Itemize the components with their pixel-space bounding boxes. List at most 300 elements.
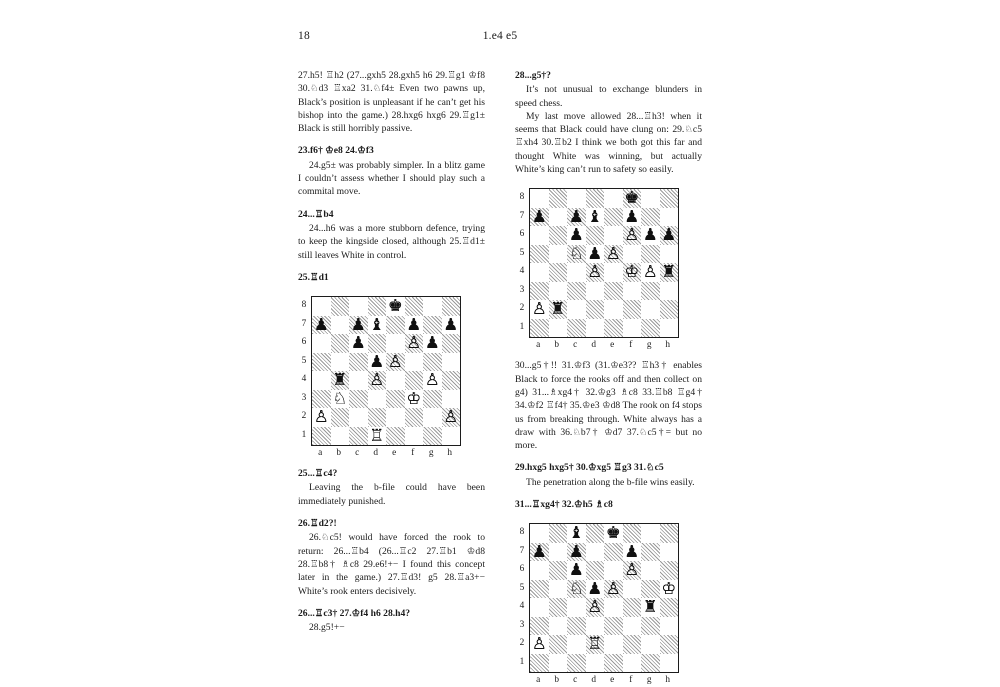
chess-piece: ♚ [387,296,403,316]
chess-diagram [301,296,485,459]
file-label: f [411,448,415,459]
board-square-d6 [586,561,605,580]
chess-board [519,188,702,351]
board-square-e8 [604,189,623,208]
board-rank-row [530,282,679,301]
board-square-g3 [641,282,660,301]
board-square-g7 [423,316,442,335]
board-square-g4 [641,598,660,617]
board-square-h7 [660,543,679,562]
move-heading: 29.hxg5 hxg5† 30.♔xg5 ♖g3 31.♘c5 [515,462,664,474]
board-rank-row [530,617,679,636]
chess-piece: ♟ [406,314,422,334]
board-square-a4 [530,263,549,282]
board-square-h6 [442,334,461,353]
board-square-c1 [567,654,586,673]
chess-piece: ♔ [624,262,640,282]
board-square-g3 [423,390,442,409]
board-square-e6 [604,226,623,245]
move-heading: 26...♖c3† 27.♔f4 h6 28.h4? [298,607,411,619]
file-label: d [373,448,379,459]
board-square-h6 [660,226,679,245]
board-square-b5 [549,580,568,599]
chess-piece: ♙ [443,407,459,427]
board-square-a2 [312,408,331,427]
board-square-c4 [567,598,586,617]
board-square-h8 [660,189,679,208]
board-square-d3 [368,390,387,409]
board-square-g4 [423,371,442,390]
chess-piece: ♟ [661,225,677,245]
board-square-h3 [660,282,679,301]
chess-piece: ♟ [568,225,584,245]
chess-piece: ♟ [531,206,547,226]
board-square-d1 [586,654,605,673]
board-square-a1 [530,654,549,673]
file-label: c [355,448,360,459]
board-square-b5 [549,245,568,264]
rank-label: 1 [519,656,525,667]
board-square-d3 [586,617,605,636]
rank-labels [516,523,528,671]
annotation-paragraph: 26.♘c5! would have forced the rook to return: 26...♖b4 (26...♖c2 27.♖b1 ♔d8 28.♖b8† ♗c8 29.e6!+− I found this concept later in the game.) 27.♖d3! g5 28.♖a3+− White’s rook enters decisively. [298,532,485,597]
board-square-b2 [331,408,350,427]
chess-piece: ♝ [369,314,385,334]
rank-label: 8 [301,300,307,311]
chess-piece: ♘ [568,243,584,263]
chess-board [301,296,485,459]
rank-label: 4 [519,601,525,612]
board-square-c4 [349,371,368,390]
board-square-f1 [405,427,424,446]
board-rank-row [530,580,679,599]
rank-label: 3 [301,392,307,403]
file-label: a [318,448,323,459]
file-labels [529,340,677,350]
board-square-a5 [530,245,549,264]
board-square-f4 [405,371,424,390]
board-square-d2 [586,300,605,319]
annotation-paragraph: 27.h5! ♖h2 (27...gxh5 28.gxh5 h6 29.♖g1 ♔f8 30.♘d3 ♖xa2 31.♘f4± Even two pawns up, Black’s position is unpleasant if he can’t get his bishop into the game.) 28.hxg6 hxg6 29.♖g1± Black is still horribly passive. [298,70,485,135]
board-square-g8 [423,297,442,316]
chess-piece: ♟ [568,541,584,561]
chess-piece: ♟ [587,243,603,263]
rank-labels [298,296,310,444]
chess-piece: ♙ [313,407,329,427]
file-label: e [610,340,615,351]
rank-label: 7 [519,210,525,221]
board-square-g2 [641,300,660,319]
board-square-h1 [660,319,679,338]
board-square-b7 [331,316,350,335]
chess-piece: ♙ [605,578,621,598]
chess-piece: ♔ [406,388,422,408]
rank-label: 2 [519,303,525,314]
board-square-d5 [586,580,605,599]
chess-piece: ♙ [642,262,658,282]
annotation-paragraph: Leaving the b-file could have been immediately punished. [298,482,485,507]
board-rank-row [530,561,679,580]
rank-label: 5 [519,247,525,258]
board-rank-row [530,635,679,654]
board-rank-row [312,408,461,427]
board-square-e6 [386,334,405,353]
board-rank-row [530,300,679,319]
chess-piece: ♚ [605,523,621,543]
board-square-f7 [623,208,642,227]
chess-piece: ♟ [369,351,385,371]
chess-piece: ♝ [587,206,603,226]
board-square-d3 [586,282,605,301]
board-square-e5 [386,353,405,372]
board-square-e1 [604,654,623,673]
board-square-a7 [530,208,549,227]
chess-piece: ♟ [642,225,658,245]
board-rank-row [530,189,679,208]
board-square-h4 [442,371,461,390]
move-heading: 25.♖d1 [298,271,329,283]
board-square-d7 [586,208,605,227]
board-rank-row [312,353,461,372]
board-square-f4 [623,598,642,617]
board-square-e7 [604,543,623,562]
board-rank-row [312,427,461,446]
chess-diagram [519,523,702,686]
board-grid [311,296,461,446]
board-square-a6 [312,334,331,353]
board-square-d2 [586,635,605,654]
chess-piece: ♟ [350,314,366,334]
rank-label: 8 [519,527,525,538]
rank-label: 5 [519,582,525,593]
rank-label: 3 [519,619,525,630]
board-square-c6 [567,226,586,245]
chess-piece: ♟ [624,206,640,226]
rank-label: 3 [519,284,525,295]
rank-label: 7 [301,318,307,329]
board-square-g6 [641,561,660,580]
board-square-f6 [623,561,642,580]
board-square-e1 [604,319,623,338]
chess-piece: ♟ [443,314,459,334]
annotation-paragraph: The penetration along the b-file wins easily. [526,476,695,488]
board-square-a7 [312,316,331,335]
board-square-b2 [549,300,568,319]
board-square-c8 [567,524,586,543]
board-square-h7 [442,316,461,335]
board-square-d8 [586,189,605,208]
board-square-d4 [586,263,605,282]
board-square-f5 [623,245,642,264]
board-square-d7 [368,316,387,335]
chess-piece: ♙ [624,560,640,580]
board-square-h7 [660,208,679,227]
file-label: h [447,448,453,459]
board-square-d4 [368,371,387,390]
file-label: e [610,675,615,686]
board-square-h8 [660,524,679,543]
board-square-c5 [567,245,586,264]
board-square-e2 [604,300,623,319]
board-square-e5 [604,245,623,264]
board-rank-row [530,226,679,245]
board-square-a1 [312,427,331,446]
file-label: h [665,340,671,351]
file-label: a [536,675,541,686]
board-rank-row [312,390,461,409]
file-label: c [573,675,578,686]
chess-piece: ♟ [568,206,584,226]
chess-piece: ♙ [624,225,640,245]
rank-label: 1 [519,321,525,332]
chess-piece: ♙ [531,299,547,319]
board-square-e1 [386,427,405,446]
board-square-g1 [423,427,442,446]
board-square-e3 [604,282,623,301]
board-rank-row [530,598,679,617]
board-rank-row [312,297,461,316]
rank-label: 2 [519,638,525,649]
rank-label: 1 [301,429,307,440]
board-square-c5 [349,353,368,372]
board-square-b7 [549,543,568,562]
annotation-paragraph: My last move allowed 28...♖h3! when it seems that Black could have clung on: 29.♘c5 ♖xh4 30.♖b2 I think we both got this far and thought White was winning, but actually White’s king can’t run to safety so easily. [515,110,702,176]
board-square-e7 [604,208,623,227]
board-square-h4 [660,263,679,282]
board-square-f6 [405,334,424,353]
board-square-f2 [405,408,424,427]
board-square-h5 [660,245,679,264]
board-square-f8 [623,189,642,208]
board-square-c3 [567,282,586,301]
chess-piece: ♟ [350,333,366,353]
board-square-g2 [641,635,660,654]
board-square-c1 [349,427,368,446]
board-square-b4 [549,263,568,282]
board-square-f5 [405,353,424,372]
board-square-b6 [331,334,350,353]
board-square-c4 [567,263,586,282]
board-square-b6 [549,561,568,580]
board-square-h1 [660,654,679,673]
file-labels [311,448,459,458]
board-square-f6 [623,226,642,245]
annotation-paragraph: 28.g5!+− [309,622,345,634]
board-square-g4 [641,263,660,282]
board-grid [529,188,679,338]
chess-piece: ♜ [332,370,348,390]
move-heading: 24...♖b4 [298,208,334,220]
running-head [298,30,702,46]
rank-label: 2 [301,411,307,422]
board-square-a4 [530,598,549,617]
board-square-c8 [567,189,586,208]
board-rank-row [312,316,461,335]
board-square-d4 [586,598,605,617]
chess-piece: ♜ [661,262,677,282]
board-square-f2 [623,300,642,319]
chess-piece: ♙ [531,634,547,654]
board-square-e3 [604,617,623,636]
board-square-c7 [349,316,368,335]
board-square-a2 [530,300,549,319]
board-square-h5 [442,353,461,372]
chess-piece: ♟ [624,541,640,561]
annotation-paragraph: 30...g5†!! 31.♔f3 (31.♔e3?? ♖h3† enables Black to force the rooks off and then collect on g4) 31...♗xg4† 32.♔g3 ♗c8 33.♖b8 ♖g4† 34.♔f2 ♖f4† 35.♔e3 ♔d8 The rook on f4 stops us from breaking through. White always has a draw with 36.♘b7† ♔d7 37.♘c5†= but no more. [515,360,702,452]
chess-piece: ♙ [406,333,422,353]
chess-piece: ♟ [424,333,440,353]
board-square-c2 [567,300,586,319]
board-rank-row [530,245,679,264]
chess-piece: ♙ [605,243,621,263]
board-square-a4 [312,371,331,390]
board-square-g3 [641,617,660,636]
chess-piece: ♟ [313,314,329,334]
board-square-b6 [549,226,568,245]
board-square-e4 [386,371,405,390]
board-square-a2 [530,635,549,654]
file-label: b [336,448,342,459]
board-square-h8 [442,297,461,316]
board-square-e7 [386,316,405,335]
board-square-f3 [405,390,424,409]
file-label: g [646,675,652,686]
rank-label: 8 [519,192,525,203]
annotation-paragraph: 24...h6 was a more stubborn defence, trying to keep the kingside closed, although 25.♖d1± still leaves White in control. [298,222,485,261]
board-square-d8 [586,524,605,543]
board-square-a8 [530,524,549,543]
board-square-b2 [549,635,568,654]
page-number: 18 [298,30,310,42]
board-square-g7 [641,543,660,562]
annotation-paragraph: 24.g5± was probably simpler. In a blitz game I couldn’t assess whether I should play such a commital move. [298,159,485,198]
file-label: h [665,675,671,686]
column-left [298,69,485,634]
chess-piece: ♟ [587,578,603,598]
board-square-f1 [623,319,642,338]
move-heading: 31...♖xg4† 32.♔h5 ♗c8 [515,499,613,511]
chess-piece: ♜ [642,597,658,617]
board-square-a1 [530,319,549,338]
board-square-c5 [567,580,586,599]
rank-label: 7 [519,545,525,556]
board-square-a3 [312,390,331,409]
chess-piece: ♙ [587,597,603,617]
chess-piece: ♙ [369,370,385,390]
board-square-b3 [331,390,350,409]
board-square-a6 [530,226,549,245]
file-label: f [629,340,633,351]
board-square-a3 [530,617,549,636]
board-rank-row [530,654,679,673]
file-label: b [554,675,560,686]
board-square-b8 [549,189,568,208]
board-square-a5 [312,353,331,372]
rank-labels [516,188,528,336]
chess-diagram [519,188,702,351]
board-square-e4 [604,263,623,282]
board-rank-row [312,334,461,353]
chess-piece: ♟ [568,560,584,580]
board-square-e3 [386,390,405,409]
board-square-e2 [604,635,623,654]
board-square-a6 [530,561,549,580]
board-square-c6 [567,561,586,580]
board-square-a5 [530,580,549,599]
board-square-d1 [586,319,605,338]
board-square-h3 [442,390,461,409]
board-square-f3 [623,617,642,636]
board-square-b1 [331,427,350,446]
board-square-b4 [549,598,568,617]
board-square-g2 [423,408,442,427]
board-square-b3 [549,282,568,301]
chess-piece: ♙ [587,262,603,282]
board-square-g7 [641,208,660,227]
board-square-e5 [604,580,623,599]
board-rank-row [530,543,679,562]
rank-label: 4 [301,374,307,385]
board-square-a7 [530,543,549,562]
board-square-b1 [549,319,568,338]
board-square-d7 [586,543,605,562]
rank-label: 6 [301,337,307,348]
file-label: c [573,340,578,351]
board-square-c3 [567,617,586,636]
board-grid [529,523,679,673]
board-square-g6 [641,226,660,245]
board-square-h4 [660,598,679,617]
board-square-c7 [567,543,586,562]
rank-label: 6 [519,229,525,240]
board-square-c2 [567,635,586,654]
board-square-d6 [368,334,387,353]
board-square-g6 [423,334,442,353]
board-square-g5 [423,353,442,372]
board-square-d5 [586,245,605,264]
board-square-c8 [349,297,368,316]
file-label: a [536,340,541,351]
board-square-f5 [623,580,642,599]
board-square-h5 [660,580,679,599]
rank-label: 6 [519,564,525,575]
board-square-b8 [331,297,350,316]
board-square-e8 [386,297,405,316]
board-square-g8 [641,189,660,208]
chess-piece: ♔ [661,578,677,598]
board-square-b3 [549,617,568,636]
board-square-b5 [331,353,350,372]
board-square-f8 [623,524,642,543]
board-square-g5 [641,245,660,264]
board-rank-row [530,263,679,282]
move-heading: 26.♖d2?! [298,518,337,530]
move-heading: 25...♖c4? [298,468,338,480]
board-rank-row [312,371,461,390]
board-square-h6 [660,561,679,580]
board-square-b1 [549,654,568,673]
board-square-e8 [604,524,623,543]
board-square-a8 [312,297,331,316]
file-label: g [428,448,434,459]
board-square-h2 [660,635,679,654]
board-square-d8 [368,297,387,316]
board-square-d6 [586,226,605,245]
running-title: 1.e4 e5 [482,30,518,42]
chess-piece: ♘ [332,388,348,408]
board-square-e2 [386,408,405,427]
chess-piece: ♙ [424,370,440,390]
